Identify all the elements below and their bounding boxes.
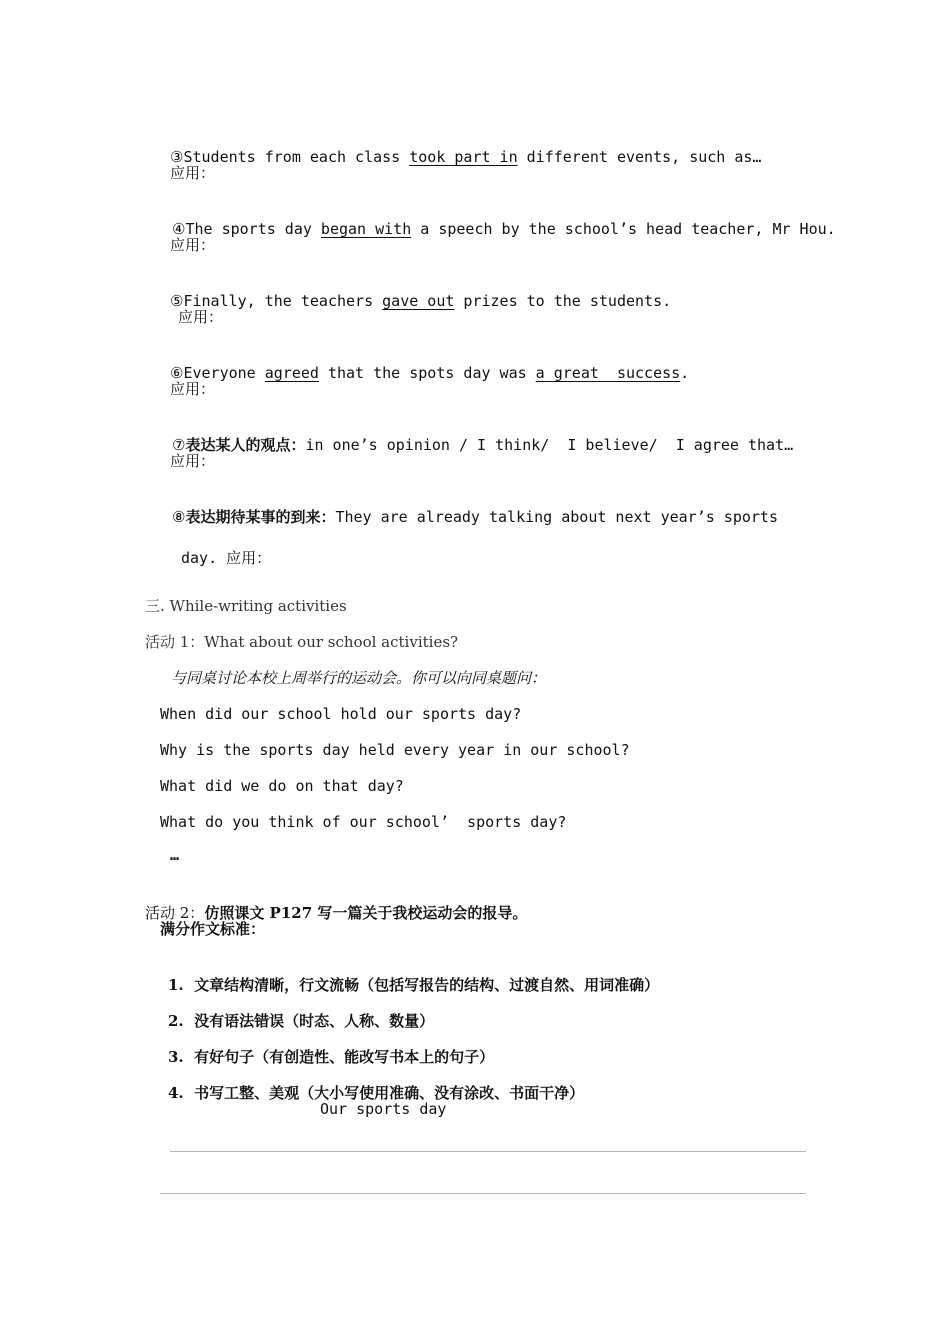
criteria-text: 书写工整、美观（大小写使用准确、没有涂改、书面干净）: [194, 1084, 585, 1102]
question-item: Why is the sports day held every year in our school?: [160, 741, 630, 759]
phrase-8-text: They are already talking about next year’s sports: [335, 508, 778, 526]
phrase-7-text: in one’s opinion / I think/ I believe/ I agree that…: [305, 436, 794, 454]
criteria-item: [168, 1027, 494, 1067]
questions-ellipsis: …: [170, 846, 180, 864]
apply-label-3: 应用：: [170, 164, 216, 182]
writing-line: [160, 1193, 806, 1194]
phrase-3-pre: Students from each class: [183, 148, 410, 166]
phrase-6-key-phrase: a great success: [535, 364, 681, 382]
question-item: What do you think of our school’ sports day?: [160, 813, 567, 831]
phrase-5: [170, 271, 671, 311]
phrase-8-cont-text: day.: [181, 549, 218, 567]
phrase-4-post: a speech by the school’s head teacher, Mr Hou.: [411, 220, 836, 238]
phrase-7: [172, 415, 793, 455]
criteria-number: 1.: [168, 976, 184, 994]
phrase-3: [170, 127, 761, 167]
phrase-4: [172, 199, 836, 239]
phrase-6-number: ⑥: [170, 364, 184, 382]
phrase-5-post: prizes to the students.: [454, 292, 672, 310]
phrase-5-key-phrase: gave out: [382, 292, 455, 310]
phrase-6-key-word: agreed: [264, 364, 319, 382]
activity-2-task: 仿照课文 P127 写一篇关于我校运动会的报导。: [204, 904, 528, 922]
question-item: What did we do on that day?: [160, 777, 404, 795]
phrase-4-number: ④: [172, 220, 186, 238]
section-3-heading: 三. While-writing activities: [145, 597, 347, 615]
criteria-text: 文章结构清晰，行文流畅（包括写报告的结构、过渡自然、用词准确）: [194, 976, 660, 994]
phrase-5-pre: Finally, the teachers: [183, 292, 383, 310]
phrase-3-number: ③: [170, 148, 184, 166]
activity-1-instruction: 与同桌讨论本校上周举行的运动会。你可以向同桌题问：: [171, 669, 547, 687]
phrase-6-post: .: [680, 364, 690, 382]
phrase-6-pre: Everyone: [183, 364, 265, 382]
phrase-6: [170, 343, 689, 383]
phrase-4-pre: The sports day: [185, 220, 321, 238]
phrase-8-label: 表达期待某事的到来：: [185, 508, 336, 526]
phrase-8: [172, 487, 778, 527]
phrase-6-mid: that the spots day was: [318, 364, 536, 382]
question-item: When did our school hold our sports day?: [160, 705, 522, 723]
phrase-3-key-phrase: took part in: [409, 148, 518, 166]
criteria-item: [168, 955, 659, 995]
apply-label-7: 应用：: [170, 452, 216, 470]
activity-2-title: [145, 883, 527, 923]
criteria-text: 没有语法错误（时态、人称、数量）: [194, 1012, 435, 1030]
criteria-number: 2.: [168, 1012, 184, 1030]
activity-1-title: 活动 1：What about our school activities?: [145, 633, 459, 651]
phrase-7-label: 表达某人的观点：: [185, 436, 306, 454]
phrase-5-number: ⑤: [170, 292, 184, 310]
criteria-number: 4.: [168, 1084, 184, 1102]
phrase-3-post: different events, such as…: [517, 148, 762, 166]
phrase-8-apply-label: 应用：: [217, 549, 272, 567]
essay-title: Our sports day: [320, 1100, 447, 1118]
criteria-item: [168, 991, 434, 1031]
apply-label-6: 应用：: [170, 380, 216, 398]
criteria-text: 有好句子（有创造性、能改写书本上的句子）: [194, 1048, 495, 1066]
phrase-8-continuation: [181, 528, 271, 568]
criteria-number: 3.: [168, 1048, 184, 1066]
phrase-8-number: ⑧: [172, 508, 186, 526]
activity-2-prefix: 活动 2：: [145, 904, 205, 922]
apply-label-5: 应用：: [178, 308, 224, 326]
writing-line: [170, 1151, 806, 1152]
phrase-7-number: ⑦: [172, 436, 186, 454]
criteria-item: [168, 1063, 584, 1103]
apply-label-4: 应用：: [170, 236, 216, 254]
phrase-4-key-phrase: began with: [320, 220, 412, 238]
criteria-title: 满分作文标准：: [160, 920, 266, 938]
